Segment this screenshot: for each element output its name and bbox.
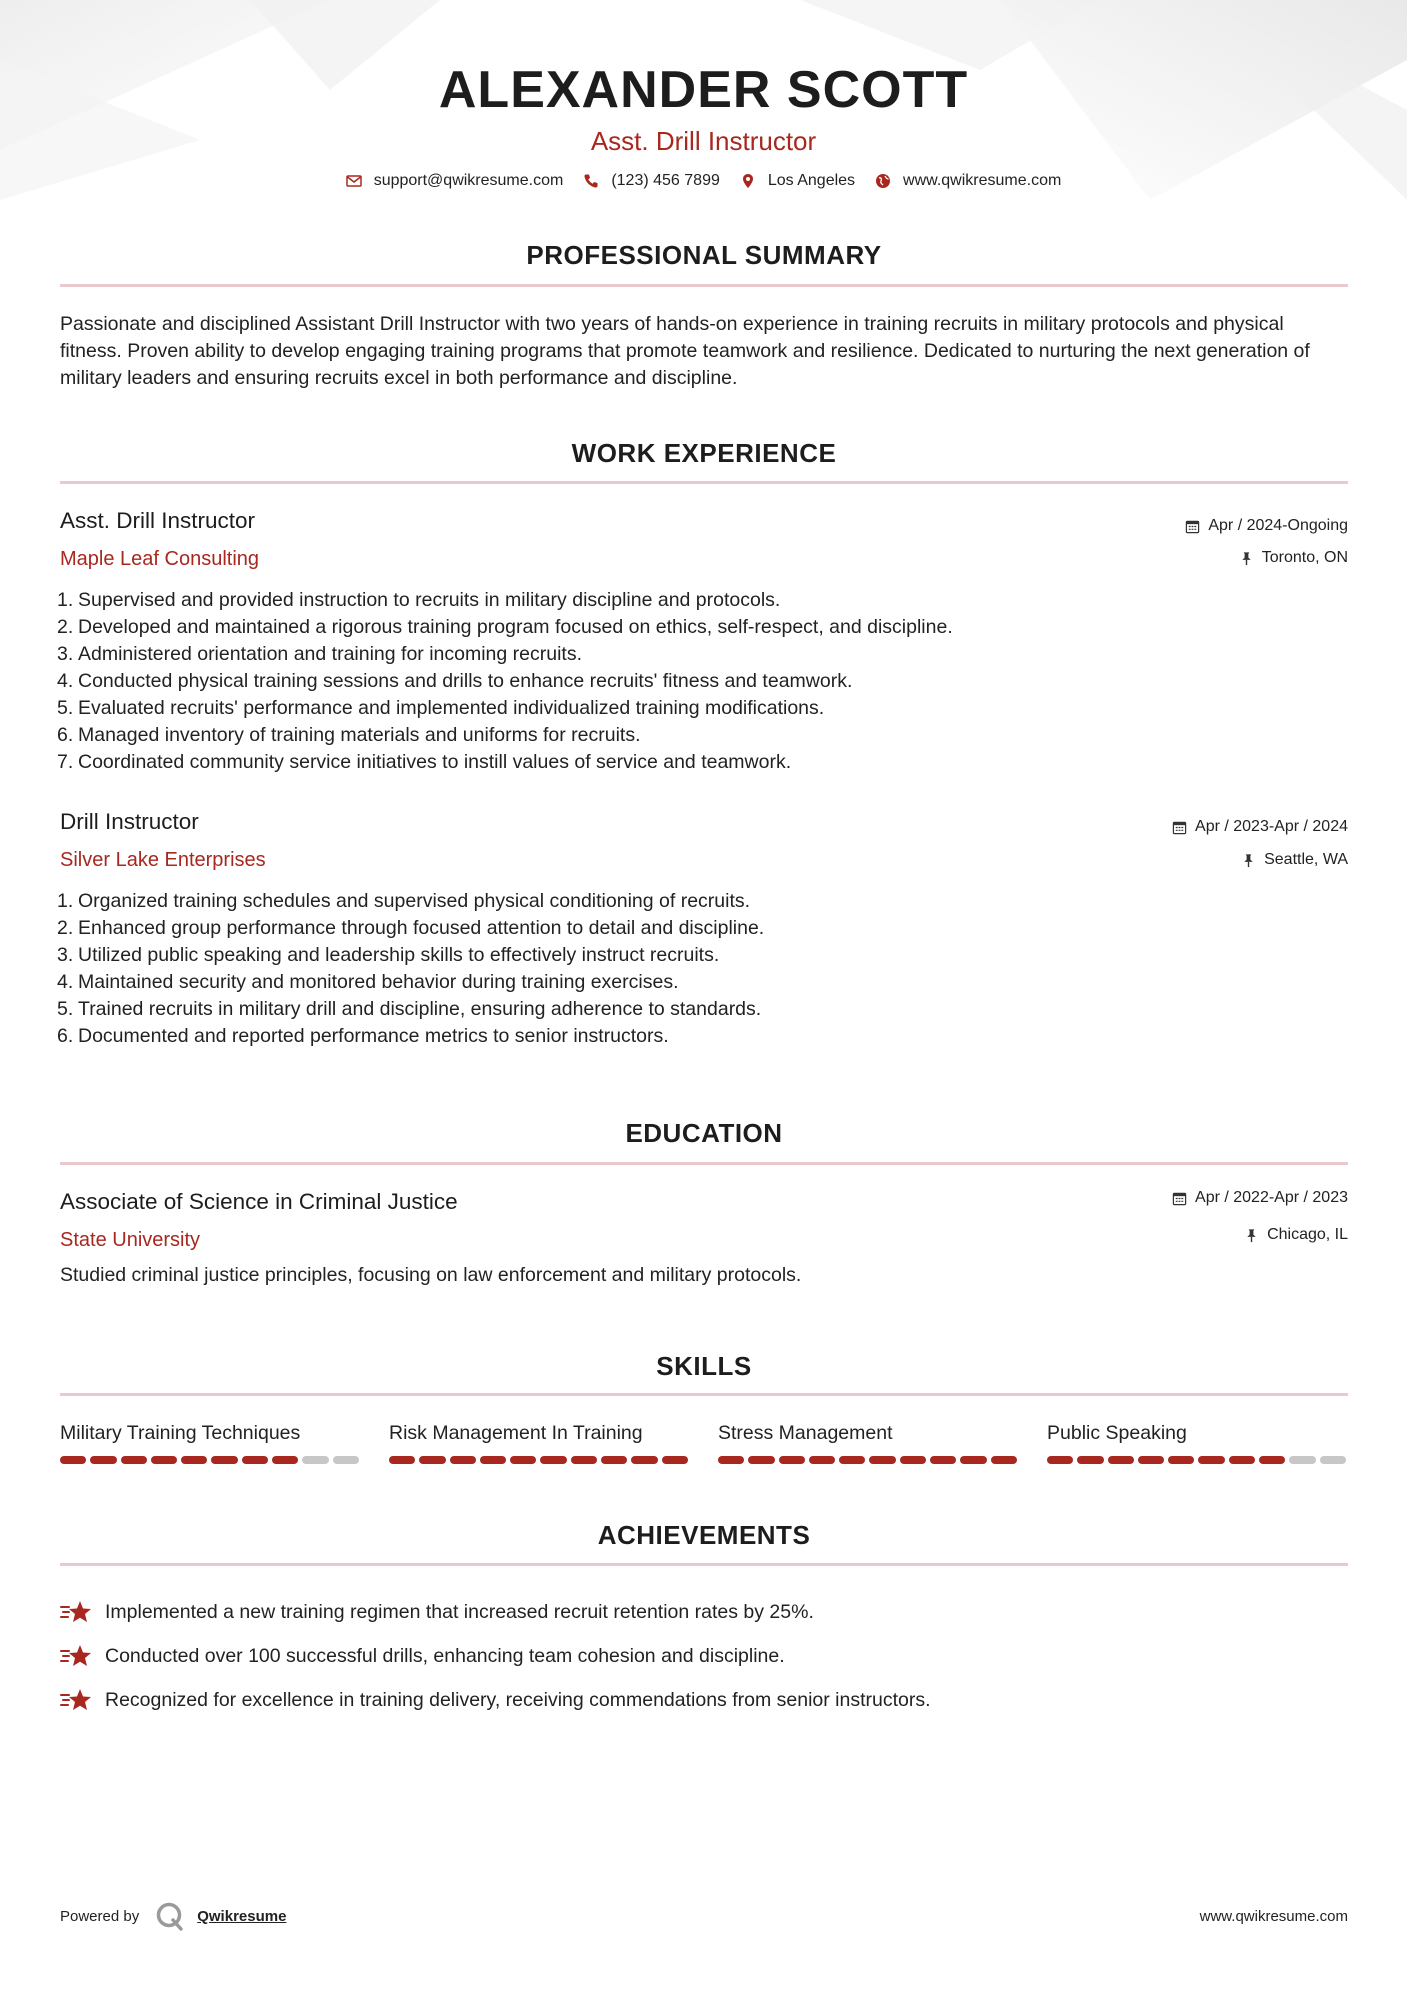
achievement-text: Conducted over 100 successful drills, enhancing team cohesion and discipline.	[105, 1644, 785, 1667]
footer	[60, 1898, 1348, 1934]
skill-level-segment	[1320, 1456, 1346, 1464]
powered-by-label: Powered by	[60, 1907, 140, 1925]
section-title-skills: SKILLS	[656, 1351, 752, 1381]
calendar-icon	[1185, 519, 1200, 534]
contact-website[interactable]	[875, 172, 1061, 190]
section-divider	[60, 1563, 1348, 1566]
skill-level-segment	[1108, 1456, 1134, 1464]
skill-level-segment	[302, 1456, 328, 1464]
skill-level-segment	[90, 1456, 116, 1464]
skill-level-segment	[662, 1456, 688, 1464]
job-duties-list	[57, 587, 1347, 776]
list-item	[57, 749, 1347, 776]
skill-level-segment	[242, 1456, 268, 1464]
job-dates-text: Apr / 2024-Ongoing	[1208, 517, 1348, 534]
skill-level-segment	[1198, 1456, 1224, 1464]
skill-level-segment	[960, 1456, 986, 1464]
job-dates-text: Apr / 2023-Apr / 2024	[1195, 818, 1348, 835]
star-icon	[60, 1643, 92, 1669]
skill-level-segment	[151, 1456, 177, 1464]
list-number: 6.	[57, 724, 74, 746]
job-dates	[1185, 515, 1348, 537]
phone-text: (123) 456 7899	[611, 172, 720, 189]
list-item	[57, 969, 1347, 996]
list-number: 2.	[57, 917, 74, 939]
skill-level-segment	[718, 1456, 744, 1464]
list-item-text: Administered orientation and training for incoming recruits.	[78, 643, 583, 665]
skill-level-segment	[571, 1456, 597, 1464]
achievement-text: Recognized for excellence in training delivery, receiving commendations from senior instructors.	[105, 1688, 931, 1711]
list-number: 6.	[57, 1025, 74, 1047]
list-item	[57, 915, 1347, 942]
list-item	[57, 888, 1347, 915]
education-degree: Associate of Science in Criminal Justice	[60, 1189, 458, 1214]
website-text: www.qwikresume.com	[903, 172, 1062, 189]
skill-item	[60, 1420, 359, 1464]
qwikresume-logo-icon	[155, 1901, 185, 1931]
contact-bar	[0, 172, 1407, 190]
globe-icon	[875, 173, 891, 189]
map-pin-icon	[740, 173, 756, 189]
skill-level-segment	[211, 1456, 237, 1464]
list-item-text: Organized training schedules and supervised physical conditioning of recruits.	[78, 890, 751, 912]
list-item-text: Developed and maintained a rigorous training program focused on ethics, self-respect, and discipline.	[78, 616, 953, 638]
section-divider	[60, 481, 1348, 484]
list-number: 4.	[57, 670, 74, 692]
list-item-text: Documented and reported performance metrics to senior instructors.	[78, 1025, 669, 1047]
list-item	[57, 641, 1347, 668]
calendar-icon	[1172, 820, 1187, 835]
list-number: 4.	[57, 971, 74, 993]
star-icon	[60, 1599, 92, 1625]
skill-level-segment	[1077, 1456, 1103, 1464]
footer-branding	[60, 1901, 286, 1931]
list-item	[57, 668, 1347, 695]
job-location-text: Seattle, WA	[1264, 851, 1348, 868]
candidate-role: Asst. Drill Instructor	[590, 126, 817, 156]
section-divider	[60, 284, 1348, 287]
list-number: 1.	[57, 890, 74, 912]
list-item-text: Utilized public speaking and leadership skills to effectively instruct recruits.	[78, 944, 720, 966]
achievement-item	[60, 1590, 1350, 1634]
skill-level-segment	[419, 1456, 445, 1464]
skill-level-segment	[389, 1456, 415, 1464]
list-item	[57, 587, 1347, 614]
list-item-text: Evaluated recruits' performance and implemented individualized training modifications.	[78, 697, 825, 719]
job-location	[1239, 547, 1348, 569]
skill-level-segment	[333, 1456, 359, 1464]
skill-level-segment	[121, 1456, 147, 1464]
skill-name: Public Speaking	[1047, 1422, 1187, 1444]
skill-level-segment	[1168, 1456, 1194, 1464]
list-number: 7.	[57, 751, 74, 773]
skill-level-segment	[1259, 1456, 1285, 1464]
job-dates	[1172, 816, 1348, 838]
list-number: 3.	[57, 643, 74, 665]
skill-level-segment	[540, 1456, 566, 1464]
list-item-text: Conducted physical training sessions and drills to enhance recruits' fitness and teamwork.	[78, 670, 853, 692]
skill-level-segment	[869, 1456, 895, 1464]
achievement-item	[60, 1634, 1350, 1678]
list-item	[57, 942, 1347, 969]
job-location-text: Toronto, ON	[1261, 549, 1348, 566]
list-item	[57, 722, 1347, 749]
list-item	[57, 996, 1347, 1023]
skill-level-segment	[480, 1456, 506, 1464]
section-title-achievements: ACHIEVEMENTS	[597, 1520, 811, 1550]
skill-level-bar	[60, 1456, 359, 1464]
skill-item	[389, 1420, 688, 1464]
skill-level-segment	[900, 1456, 926, 1464]
candidate-name: ALEXANDER SCOTT	[438, 61, 969, 119]
list-item-text: Maintained security and monitored behavior during training exercises.	[78, 971, 679, 993]
section-title-experience: WORK EXPERIENCE	[571, 438, 837, 468]
brand-link[interactable]: Qwikresume	[197, 1907, 287, 1925]
envelope-icon	[346, 173, 362, 189]
contact-email[interactable]	[346, 172, 564, 190]
skill-level-bar	[1047, 1456, 1346, 1464]
skill-name: Stress Management	[718, 1422, 893, 1444]
list-number: 5.	[57, 697, 74, 719]
list-item-text: Coordinated community service initiatives to instill values of service and teamwork.	[78, 751, 792, 773]
list-number: 3.	[57, 944, 74, 966]
pushpin-icon	[1239, 551, 1254, 566]
skill-level-segment	[1047, 1456, 1073, 1464]
education-dates-text: Apr / 2022-Apr / 2023	[1195, 1189, 1348, 1206]
contact-phone[interactable]	[583, 172, 720, 190]
skill-name: Risk Management In Training	[389, 1422, 643, 1444]
achievements-list	[60, 1590, 1350, 1722]
achievement-item	[60, 1678, 1350, 1722]
skill-item	[1047, 1420, 1346, 1464]
skill-level-segment	[779, 1456, 805, 1464]
footer-website[interactable]: www.qwikresume.com	[1199, 1907, 1348, 1925]
skill-level-segment	[809, 1456, 835, 1464]
education-location-text: Chicago, IL	[1267, 1226, 1348, 1243]
education-location	[1244, 1224, 1348, 1246]
section-divider	[60, 1162, 1348, 1165]
pushpin-icon	[1241, 853, 1256, 868]
skill-level-segment	[631, 1456, 657, 1464]
list-item-text: Managed inventory of training materials and uniforms for recruits.	[78, 724, 641, 746]
achievement-text: Implemented a new training regimen that increased recruit retention rates by 25%.	[105, 1600, 814, 1623]
skill-level-segment	[1138, 1456, 1164, 1464]
list-item	[57, 1023, 1347, 1050]
skill-level-segment	[272, 1456, 298, 1464]
skill-level-bar	[718, 1456, 1017, 1464]
list-item-text: Trained recruits in military drill and discipline, ensuring adherence to standards.	[78, 998, 762, 1020]
skill-level-segment	[1229, 1456, 1255, 1464]
resume-header	[0, 58, 1407, 158]
section-title-summary: PROFESSIONAL SUMMARY	[526, 240, 882, 270]
skill-level-segment	[930, 1456, 956, 1464]
job-duties-list	[57, 888, 1347, 1050]
job-title: Drill Instructor	[60, 809, 199, 834]
skill-level-segment	[839, 1456, 865, 1464]
summary-text: Passionate and disciplined Assistant Drill Instructor with two years of hands-on experience in training recruits in military protocols and physical fitness. Proven ability to develop engaging training programs that promote teamwork and resilience. Dedicated to nurturing the next generation of military leaders and ensuring recruits excel in both performance and discipline.	[60, 313, 1310, 389]
skill-name: Military Training Techniques	[60, 1422, 301, 1444]
star-icon	[60, 1687, 92, 1713]
list-item	[57, 695, 1347, 722]
skill-level-bar	[389, 1456, 688, 1464]
skill-level-segment	[60, 1456, 86, 1464]
list-item	[57, 614, 1347, 641]
list-number: 5.	[57, 998, 74, 1020]
skill-level-segment	[510, 1456, 536, 1464]
list-item-text: Supervised and provided instruction to recruits in military discipline and protocols.	[78, 589, 781, 611]
pushpin-icon	[1244, 1228, 1259, 1243]
list-number: 1.	[57, 589, 74, 611]
skill-level-segment	[1289, 1456, 1315, 1464]
education-description: Studied criminal justice principles, focusing on law enforcement and military protocols.	[60, 1264, 802, 1286]
skill-level-segment	[748, 1456, 774, 1464]
education-dates	[1172, 1187, 1348, 1209]
skill-level-segment	[601, 1456, 627, 1464]
job-company: Maple Leaf Consulting	[60, 548, 260, 570]
list-item-text: Enhanced group performance through focused attention to detail and discipline.	[78, 917, 765, 939]
location-text: Los Angeles	[767, 172, 856, 189]
job-title: Asst. Drill Instructor	[60, 508, 256, 533]
job-location	[1241, 849, 1348, 871]
skill-level-segment	[450, 1456, 476, 1464]
skills-grid	[60, 1420, 1350, 1464]
skill-level-segment	[181, 1456, 207, 1464]
phone-icon	[583, 173, 599, 189]
job-company: Silver Lake Enterprises	[60, 849, 266, 871]
list-number: 2.	[57, 616, 74, 638]
education-school: State University	[60, 1229, 201, 1251]
email-text: support@qwikresume.com	[373, 172, 564, 189]
section-divider	[60, 1393, 1348, 1396]
section-title-education: EDUCATION	[625, 1118, 783, 1148]
contact-location	[740, 172, 855, 190]
skill-item	[718, 1420, 1017, 1464]
calendar-icon	[1172, 1191, 1187, 1206]
skill-level-segment	[991, 1456, 1017, 1464]
